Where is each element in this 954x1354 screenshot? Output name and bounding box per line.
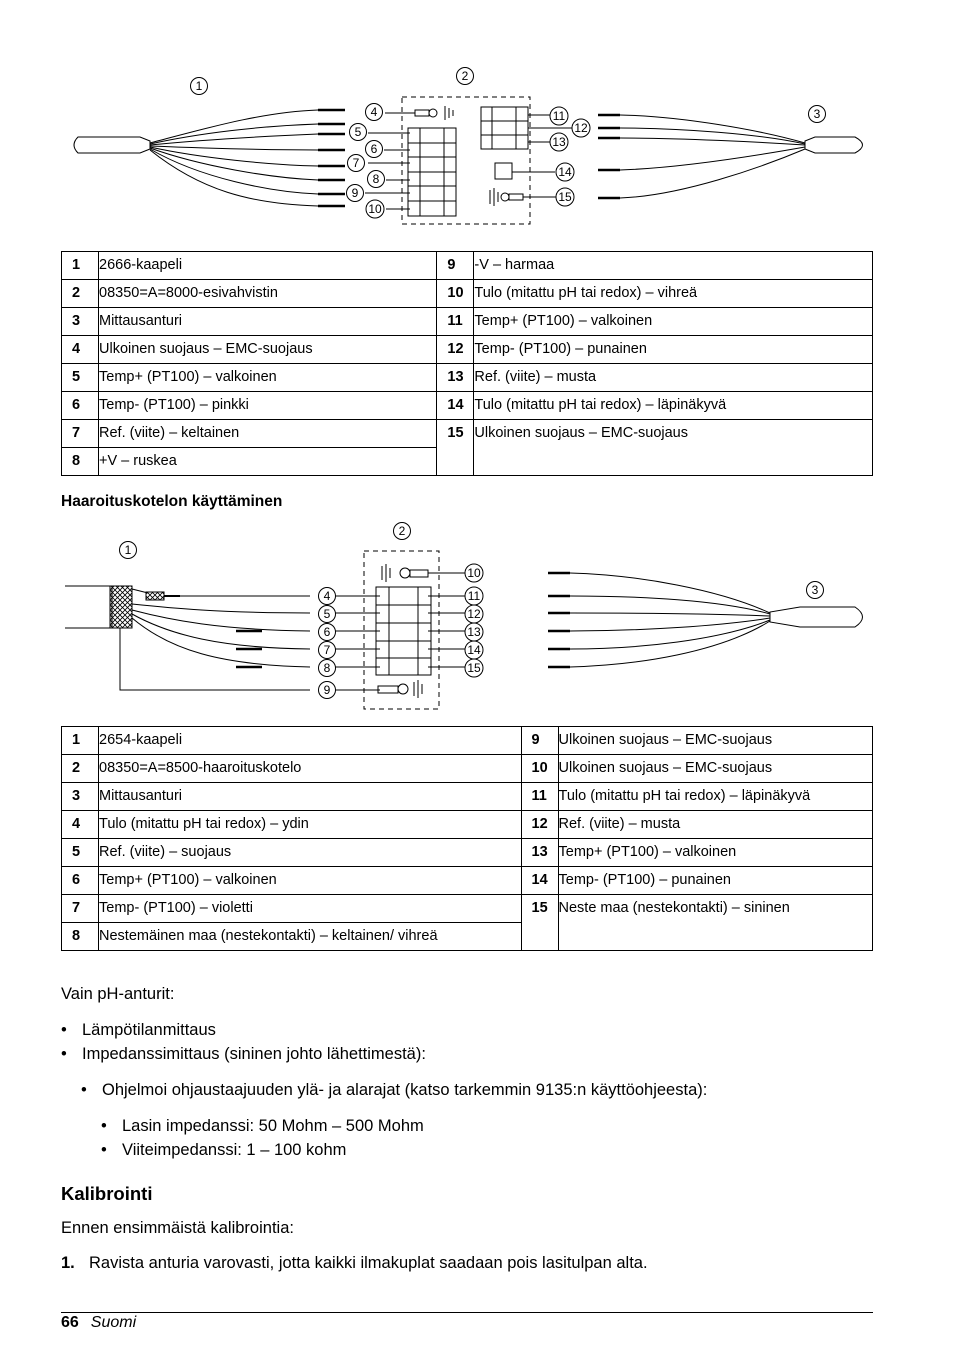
table-row xyxy=(62,308,873,336)
section-title: Kalibrointi xyxy=(61,1183,153,1204)
item-description: Ulkoinen suojaus – EMC-suojaus xyxy=(558,755,873,783)
page-number: 66 xyxy=(61,1314,79,1331)
junction-box-legend-table xyxy=(61,726,873,951)
callout-5 xyxy=(350,124,367,141)
item-number: 14 xyxy=(521,867,558,895)
callout-11 xyxy=(465,587,483,605)
svg-text:10: 10 xyxy=(368,202,382,216)
table-row xyxy=(62,811,873,839)
item-number: 11 xyxy=(521,783,558,811)
table-row xyxy=(62,280,873,308)
svg-text:15: 15 xyxy=(558,190,572,204)
item-number: 4 xyxy=(62,811,99,839)
item-number: 13 xyxy=(521,839,558,867)
callout-2 xyxy=(457,68,474,85)
svg-text:6: 6 xyxy=(370,142,378,156)
svg-text:4: 4 xyxy=(370,105,378,119)
svg-text:11: 11 xyxy=(467,589,481,603)
item-description: Temp- (PT100) – pinkki xyxy=(99,392,437,420)
item-description: Ulkoinen suojaus – EMC-suojaus xyxy=(558,727,873,755)
item-description: Temp+ (PT100) – valkoinen xyxy=(99,867,522,895)
svg-text:5: 5 xyxy=(323,607,331,621)
svg-text:2: 2 xyxy=(398,524,406,538)
item-description: Tulo (mitattu pH tai redox) – vihreä xyxy=(474,280,873,308)
item-description: Mittausanturi xyxy=(99,783,522,811)
junction-box-heading: Haaroituskotelon käyttäminen xyxy=(61,493,283,510)
list-item: • Impedanssimittaus (sininen johto lähettimestä): xyxy=(61,1042,426,1066)
bullet-list-level3 xyxy=(101,1114,424,1162)
item-description: +V – ruskea xyxy=(99,448,437,476)
item-description: 08350=A=8000-esivahvistin xyxy=(99,280,437,308)
item-description: Temp- (PT100) – punainen xyxy=(474,336,873,364)
callout-15 xyxy=(465,659,483,677)
item-number: 15 xyxy=(521,895,558,951)
svg-text:1: 1 xyxy=(195,79,203,93)
step-number: 1. xyxy=(61,1254,75,1272)
intro-text: Vain pH-anturit: xyxy=(61,985,175,1003)
callout-7 xyxy=(348,155,365,172)
item-description: Ref. (viite) – keltainen xyxy=(99,420,437,448)
callout-10 xyxy=(465,564,483,582)
item-description: Ref. (viite) – musta xyxy=(474,364,873,392)
svg-text:10: 10 xyxy=(467,566,481,580)
item-description: Temp- (PT100) – punainen xyxy=(558,867,873,895)
item-number: 2 xyxy=(62,755,99,783)
svg-text:13: 13 xyxy=(552,135,566,149)
item-description: -V – harmaa xyxy=(474,252,873,280)
item-description: 2666-kaapeli xyxy=(99,252,437,280)
svg-text:9: 9 xyxy=(323,683,331,697)
callout-13 xyxy=(465,623,483,641)
svg-text:14: 14 xyxy=(467,643,481,657)
item-description: Temp+ (PT100) – valkoinen xyxy=(99,364,437,392)
item-description: 2654-kaapeli xyxy=(99,727,522,755)
callout-3 xyxy=(807,582,824,599)
item-number: 15 xyxy=(437,420,474,476)
callout-15 xyxy=(556,188,574,206)
list-item: • Ohjelmoi ohjaustaajuuden ylä- ja alarajat (katso tarkemmin 9135:n käyttöohjeesta): xyxy=(81,1078,707,1102)
item-number: 8 xyxy=(62,923,99,951)
steps-list xyxy=(61,1254,648,1273)
table-row xyxy=(62,839,873,867)
item-number: 7 xyxy=(62,420,99,448)
list-item: • Lämpötilanmittaus xyxy=(61,1018,426,1042)
svg-text:4: 4 xyxy=(323,589,331,603)
item-number: 3 xyxy=(62,308,99,336)
item-description: Temp+ (PT100) – valkoinen xyxy=(474,308,873,336)
svg-text:13: 13 xyxy=(467,625,481,639)
callout-14 xyxy=(556,163,574,181)
callout-13 xyxy=(550,133,568,151)
item-description: Ulkoinen suojaus – EMC-suojaus xyxy=(99,336,437,364)
item-description: Neste maa (nestekontakti) – sininen xyxy=(558,895,873,951)
table-row xyxy=(62,755,873,783)
svg-text:9: 9 xyxy=(351,186,359,200)
callout-8 xyxy=(319,660,336,677)
bullet-list-level2 xyxy=(81,1078,707,1102)
callout-9 xyxy=(347,185,364,202)
table-row xyxy=(62,392,873,420)
svg-text:7: 7 xyxy=(352,156,360,170)
callout-14 xyxy=(465,641,483,659)
callout-12 xyxy=(465,605,483,623)
callout-11 xyxy=(550,107,568,125)
svg-text:1: 1 xyxy=(124,543,132,557)
item-number: 1 xyxy=(62,727,99,755)
item-description: Mittausanturi xyxy=(99,308,437,336)
svg-text:8: 8 xyxy=(372,172,380,186)
list-item xyxy=(61,1254,648,1273)
callout-3 xyxy=(809,106,826,123)
callout-1 xyxy=(120,542,137,559)
item-description: Temp+ (PT100) – valkoinen xyxy=(558,839,873,867)
table-row xyxy=(62,252,873,280)
preamplifier-wiring-diagram xyxy=(60,60,874,230)
callout-6 xyxy=(319,624,336,641)
table-row xyxy=(62,867,873,895)
item-description: 08350=A=8500-haaroituskotelo xyxy=(99,755,522,783)
item-description: Temp- (PT100) – violetti xyxy=(99,895,522,923)
svg-text:3: 3 xyxy=(813,107,821,121)
table-row xyxy=(62,895,873,923)
svg-text:5: 5 xyxy=(354,125,362,139)
item-description: Tulo (mitattu pH tai redox) – läpinäkyvä xyxy=(558,783,873,811)
callout-8 xyxy=(368,171,385,188)
item-number: 5 xyxy=(62,364,99,392)
list-item: • Viiteimpedanssi: 1 – 100 kohm xyxy=(101,1138,424,1162)
item-description: Ref. (viite) – suojaus xyxy=(99,839,522,867)
svg-text:2: 2 xyxy=(461,69,469,83)
svg-text:14: 14 xyxy=(558,165,572,179)
svg-text:15: 15 xyxy=(467,661,481,675)
item-number: 7 xyxy=(62,895,99,923)
footer-language: Suomi xyxy=(90,1314,137,1331)
section-intro: Ennen ensimmäistä kalibrointia: xyxy=(61,1219,294,1237)
callout-12 xyxy=(572,119,590,137)
table-row xyxy=(62,727,873,755)
item-number: 1 xyxy=(62,252,99,280)
item-number: 12 xyxy=(521,811,558,839)
callout-4 xyxy=(319,588,336,605)
step-text: Ravista anturia varovasti, jotta kaikki ilmakuplat saadaan pois lasitulpan alta. xyxy=(89,1254,648,1272)
table-row xyxy=(62,336,873,364)
callout-5 xyxy=(319,606,336,623)
item-number: 14 xyxy=(437,392,474,420)
item-number: 4 xyxy=(62,336,99,364)
item-number: 10 xyxy=(521,755,558,783)
item-description: Tulo (mitattu pH tai redox) – läpinäkyvä xyxy=(474,392,873,420)
list-item: • Lasin impedanssi: 50 Mohm – 500 Mohm xyxy=(101,1114,424,1138)
preamplifier-legend-table xyxy=(61,251,873,476)
item-description: Nestemäinen maa (nestekontakti) – keltainen/ vihreä xyxy=(99,923,522,951)
callout-7 xyxy=(319,642,336,659)
item-description: Ulkoinen suojaus – EMC-suojaus xyxy=(474,420,873,476)
item-description: Tulo (mitattu pH tai redox) – ydin xyxy=(99,811,522,839)
callout-4 xyxy=(366,104,383,121)
callout-10 xyxy=(366,200,384,218)
svg-text:12: 12 xyxy=(467,607,481,621)
item-number: 11 xyxy=(437,308,474,336)
svg-text:11: 11 xyxy=(552,109,566,123)
table-row xyxy=(62,420,873,448)
item-number: 9 xyxy=(521,727,558,755)
item-number: 2 xyxy=(62,280,99,308)
callout-6 xyxy=(366,141,383,158)
item-number: 5 xyxy=(62,839,99,867)
item-description: Ref. (viite) – musta xyxy=(558,811,873,839)
footer-divider xyxy=(61,1312,873,1313)
callout-2 xyxy=(394,523,411,540)
item-number: 6 xyxy=(62,867,99,895)
callout-9 xyxy=(319,682,336,699)
svg-text:8: 8 xyxy=(323,661,331,675)
item-number: 9 xyxy=(437,252,474,280)
svg-text:3: 3 xyxy=(811,583,819,597)
item-number: 10 xyxy=(437,280,474,308)
junction-box-wiring-diagram xyxy=(60,520,874,715)
callout-1 xyxy=(191,78,208,95)
footer xyxy=(61,1314,136,1332)
item-number: 8 xyxy=(62,448,99,476)
svg-text:6: 6 xyxy=(323,625,331,639)
svg-text:7: 7 xyxy=(323,643,331,657)
item-number: 12 xyxy=(437,336,474,364)
svg-text:12: 12 xyxy=(574,121,588,135)
item-number: 3 xyxy=(62,783,99,811)
table-row xyxy=(62,364,873,392)
item-number: 13 xyxy=(437,364,474,392)
item-number: 6 xyxy=(62,392,99,420)
table-row xyxy=(62,783,873,811)
bullet-list-level1 xyxy=(61,1018,426,1066)
